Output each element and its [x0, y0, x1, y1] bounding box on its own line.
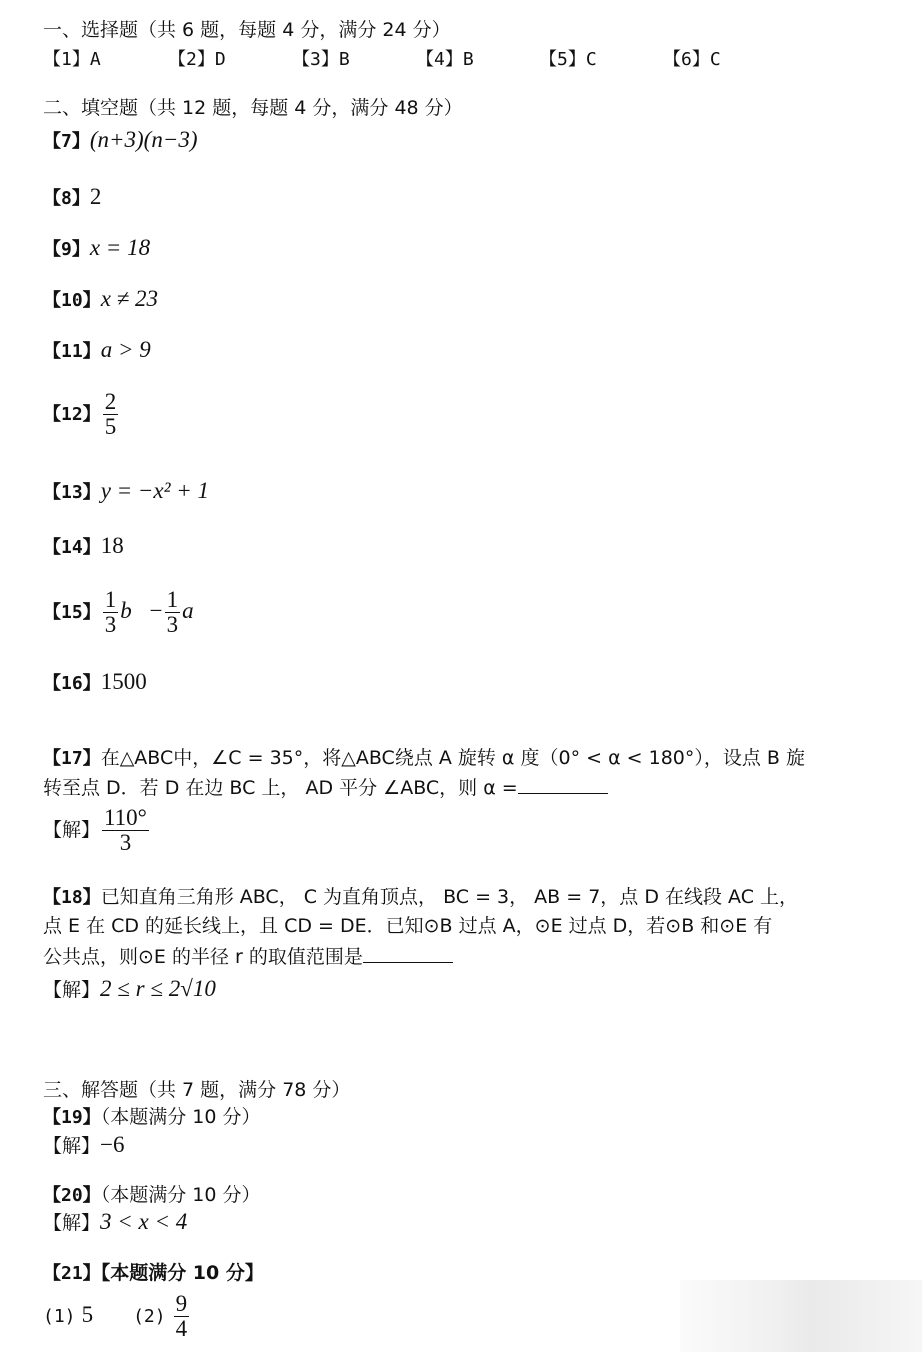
q-tag: 【19】 — [43, 1107, 101, 1128]
solution-tag: 【解】 — [43, 1212, 101, 1234]
score-note: （本题满分 10 分） — [100, 1184, 261, 1206]
denominator: 3 — [104, 612, 117, 637]
part-label: (1) — [43, 1306, 76, 1327]
q7 — [43, 127, 198, 155]
q-tag: 【20】 — [43, 1185, 101, 1206]
fraction — [165, 588, 181, 637]
answer-blank — [363, 942, 453, 963]
solution-tag: 【解】 — [43, 819, 101, 841]
q15 — [43, 588, 211, 637]
answer: 5 — [81, 1302, 94, 1327]
answer: x ≠ 23 — [100, 286, 159, 311]
question-text: 转至点 D．若 D 在边 BC 上， AD 平分 ∠ABC，则 α = — [43, 777, 518, 799]
answer: (n+3)(n−3) — [89, 127, 198, 152]
q-tag: 【14】 — [43, 537, 101, 558]
question-text: 公共点，则⊙E 的半径 r 的取值范围是 — [43, 946, 363, 968]
q19 — [43, 1104, 260, 1131]
q-tag: 【21】 — [43, 1263, 101, 1284]
q-tag: 【8】 — [43, 188, 90, 209]
q18-line2 — [43, 913, 772, 939]
vector-b: b⃗ — [120, 598, 150, 623]
part-label: (2) — [133, 1306, 166, 1327]
score-note: 【本题满分 10 分】 — [100, 1262, 264, 1284]
q16 — [43, 669, 147, 697]
q18-solution — [43, 976, 216, 1003]
q10 — [43, 286, 158, 314]
answer: 2 — [89, 184, 102, 209]
q17-line2 — [43, 773, 608, 801]
vector-a: a⃗ — [182, 598, 212, 623]
choice-answer: 【5】C — [539, 49, 597, 70]
q17-line1 — [43, 745, 805, 772]
q21-answers — [43, 1292, 191, 1341]
numerator: 110° — [104, 805, 147, 830]
q-tag: 【9】 — [43, 239, 90, 260]
question-text: 点 E 在 CD 的延长线上，且 CD = DE．已知⊙B 过点 A，⊙E 过点 D，若⊙B 和⊙E 有 — [43, 915, 773, 937]
watermark-blur — [680, 1280, 922, 1352]
fraction — [103, 588, 119, 637]
denominator: 3 — [166, 612, 179, 637]
answer: 2 ≤ r ≤ 2√10 — [100, 976, 216, 1001]
q8 — [43, 184, 101, 212]
answer: −6 — [100, 1132, 125, 1157]
solution-tag: 【解】 — [43, 979, 101, 1001]
fraction — [174, 1292, 190, 1341]
section-2-title: 二、填空题（共 12 题，每题 4 分，满分 48 分） — [43, 97, 463, 119]
answer-blank — [518, 773, 608, 794]
choice-answer: 【1】A — [43, 49, 101, 70]
numerator: 1 — [104, 587, 117, 612]
denominator: 3 — [119, 830, 132, 855]
numerator: 1 — [166, 587, 179, 612]
q-tag: 【15】 — [43, 602, 101, 623]
q20 — [43, 1182, 260, 1209]
numerator: 9 — [175, 1291, 188, 1316]
question-text: 已知直角三角形 ABC， C 为直角顶点， BC = 3， AB = 7，点 D 在线段 AC 上， — [100, 886, 799, 908]
q-tag: 【16】 — [43, 673, 101, 694]
choice-answer: 【2】D — [168, 49, 226, 70]
answer: x = 18 — [89, 235, 151, 260]
q-tag: 【11】 — [43, 341, 101, 362]
operator: − — [149, 598, 163, 623]
answer: y = −x² + 1 — [100, 478, 210, 503]
numerator: 2 — [104, 389, 117, 414]
fraction — [102, 806, 149, 855]
choice-answer: 【4】B — [416, 49, 474, 70]
denominator: 4 — [175, 1316, 188, 1341]
answer: a > 9 — [100, 337, 151, 362]
section-1-title: 一、选择题（共 6 题，每题 4 分，满分 24 分） — [43, 19, 451, 41]
answer: 3 < x < 4 — [100, 1209, 188, 1234]
q18-line3 — [43, 942, 453, 970]
q11 — [43, 337, 151, 365]
q17-solution — [43, 806, 151, 855]
denominator: 5 — [104, 414, 117, 439]
q-tag: 【12】 — [43, 404, 101, 425]
q14 — [43, 533, 124, 561]
q12 — [43, 390, 120, 439]
q19-solution — [43, 1132, 125, 1159]
choice-answer: 【3】B — [292, 49, 350, 70]
answer: 1500 — [100, 669, 147, 694]
q-tag: 【18】 — [43, 887, 101, 908]
solution-tag: 【解】 — [43, 1135, 101, 1157]
question-text: 在△ABC中，∠C = 35°，将△ABC绕点 A 旋转 α 度（0° < α < 180°），设点 B 旋 — [100, 747, 805, 769]
score-note: （本题满分 10 分） — [100, 1106, 261, 1128]
q18-line1 — [43, 884, 798, 911]
q-tag: 【10】 — [43, 290, 101, 311]
q-tag: 【17】 — [43, 748, 101, 769]
q9 — [43, 235, 150, 263]
answer: 18 — [100, 533, 124, 558]
q20-solution — [43, 1209, 187, 1236]
q-tag: 【13】 — [43, 482, 101, 503]
section-3-title: 三、解答题（共 7 题，满分 78 分） — [43, 1079, 351, 1101]
choice-answer: 【6】C — [663, 49, 721, 70]
fraction — [103, 390, 119, 439]
q21 — [43, 1260, 264, 1287]
q13 — [43, 478, 209, 506]
q-tag: 【7】 — [43, 131, 90, 152]
